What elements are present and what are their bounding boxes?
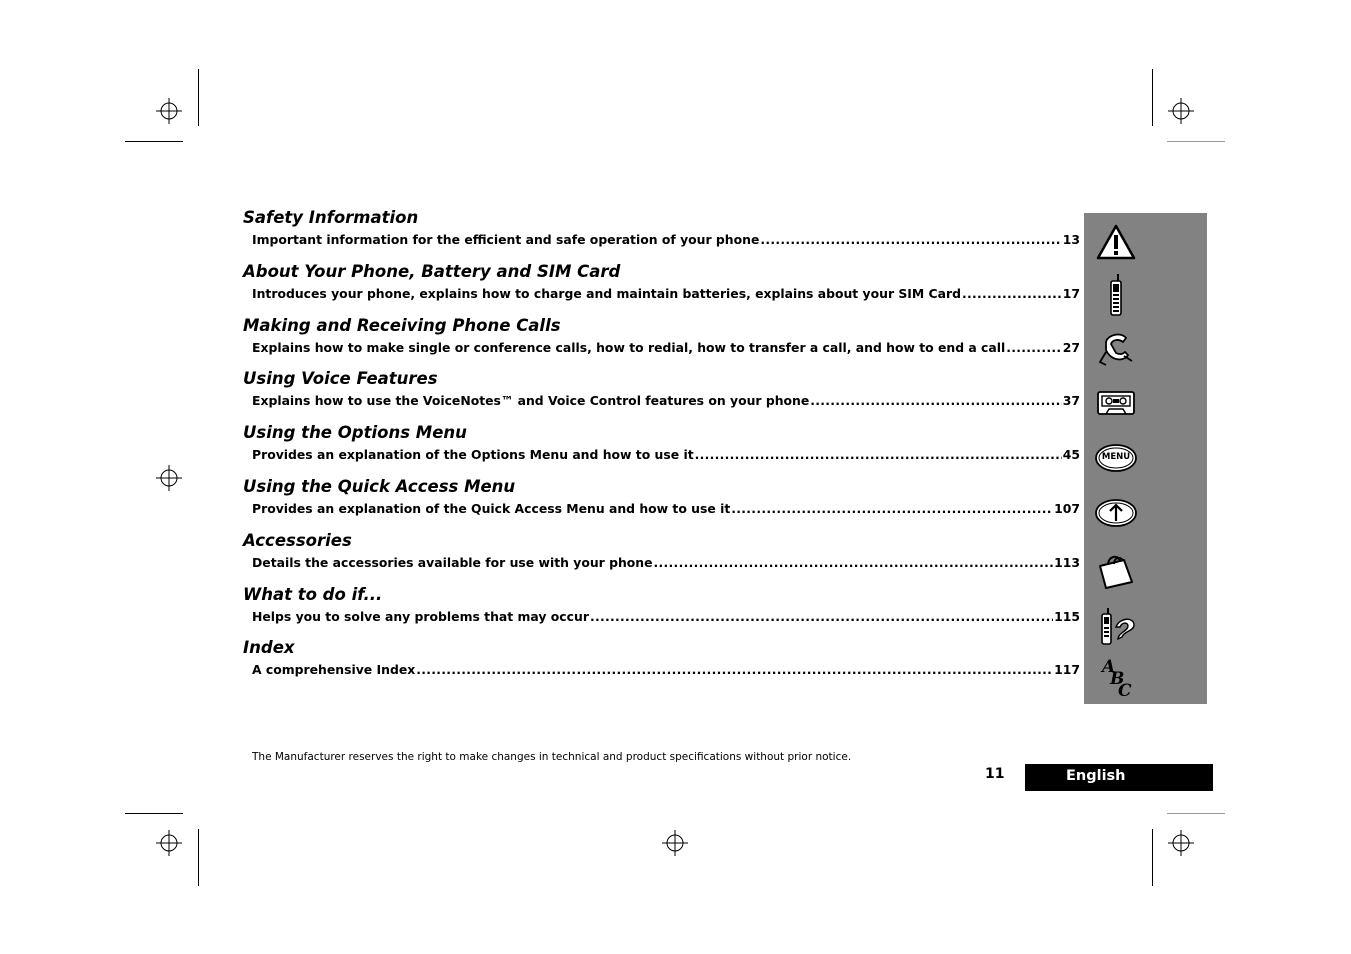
toc-entry-description: Details the accessories available for use with your phone (252, 554, 653, 570)
telephone-handset-icon (1094, 328, 1138, 372)
menu-button-icon (1094, 436, 1138, 480)
crop-mark-top-right-horizontal (1167, 141, 1225, 142)
toc-entry-line (252, 661, 1080, 678)
toc-entry-line (252, 446, 1080, 463)
toc-entry-title: Using Voice Features (243, 369, 438, 389)
toc-entry-about-your-phone[interactable] (243, 261, 1080, 315)
crop-mark-bottom-left-vertical (198, 829, 199, 886)
dot-leader (731, 500, 1053, 517)
toc-entry-description: Provides an explanation of the Quick Access Menu and how to use it (252, 500, 731, 516)
toc-entry-page: 13 (1062, 232, 1080, 247)
abc-letter-b: B (1110, 669, 1125, 689)
registration-mark-icon (156, 465, 182, 491)
toc-entry-accessories[interactable] (243, 530, 1080, 584)
dot-leader (760, 231, 1061, 248)
toc-entry-description: Explains how to make single or conference calls, how to redial, how to transfer a call, and how to end a call (252, 339, 1006, 355)
toc-entry-title: What to do if... (243, 584, 383, 604)
toc-entry-page: 27 (1062, 339, 1080, 355)
dot-leader (695, 446, 1062, 463)
dot-leader (810, 392, 1061, 409)
mobile-phone-icon (1094, 273, 1138, 317)
toc-entry-line (252, 554, 1080, 571)
registration-mark-icon (156, 830, 182, 856)
warning-triangle-icon (1094, 220, 1138, 264)
crop-mark-top-left-vertical (198, 69, 199, 126)
abc-letters-icon (1094, 657, 1138, 705)
abc-letter-c: C (1118, 681, 1132, 701)
page-number: 11 (985, 766, 1005, 782)
table-of-contents (243, 207, 1080, 691)
dot-leader (1006, 339, 1061, 356)
toc-entry-title: Index (243, 638, 295, 658)
toc-entry-page: 113 (1054, 554, 1080, 570)
toc-entry-page: 115 (1054, 608, 1080, 624)
crop-mark-bottom-left-horizontal (125, 813, 183, 814)
cassette-tape-icon (1094, 380, 1138, 424)
registration-mark-icon (156, 98, 182, 124)
toc-entry-line (252, 500, 1080, 517)
toc-entry-description: Explains how to use the VoiceNotes™ and Voice Control features on your phone (252, 393, 810, 409)
language-tab (1025, 764, 1213, 791)
crop-mark-bottom-right-vertical (1152, 829, 1153, 886)
abc-letter-a: A (1102, 657, 1116, 677)
toc-entry-title: Safety Information (243, 208, 419, 227)
dot-leader (962, 285, 1062, 302)
toc-entry-title: Using the Options Menu (243, 423, 467, 443)
toc-entry-title: Using the Quick Access Menu (243, 476, 516, 496)
registration-mark-icon (662, 830, 688, 856)
dot-leader (416, 661, 1053, 678)
shopping-bag-icon (1094, 548, 1138, 592)
toc-entry-description: A comprehensive Index (252, 662, 416, 678)
toc-entry-title: About Your Phone, Battery and SIM Card (243, 261, 621, 281)
toc-entry-description: Provides an explanation of the Options Menu and how to use it (252, 447, 694, 463)
disclaimer-note: The Manufacturer reserves the right to make changes in technical and product specifications without prior notice. (252, 751, 852, 763)
section-icon-sidebar (1084, 213, 1207, 704)
toc-entry-line (252, 608, 1080, 625)
registration-mark-icon (1168, 830, 1194, 856)
language-label: English (1066, 768, 1126, 784)
dot-leader (590, 608, 1053, 625)
toc-entry-what-to-do-if[interactable] (243, 584, 1080, 638)
toc-entry-page: 37 (1062, 393, 1080, 409)
up-arrow-button-icon (1094, 491, 1138, 535)
toc-entry-title: Making and Receiving Phone Calls (243, 315, 561, 335)
menu-button-label: MENU (1101, 452, 1131, 462)
toc-entry-description: Important information for the efficient and safe operation of your phone (252, 232, 760, 247)
toc-entry-voice-features[interactable] (243, 368, 1080, 422)
toc-entry-index[interactable] (243, 637, 1080, 691)
toc-entry-page: 45 (1062, 447, 1080, 463)
toc-entry-options-menu[interactable] (243, 422, 1080, 476)
toc-entry-page: 107 (1054, 500, 1080, 516)
toc-entry-page: 17 (1062, 285, 1080, 301)
dot-leader (654, 554, 1054, 571)
toc-entry-line (252, 285, 1080, 302)
toc-entry-making-receiving-calls[interactable] (243, 315, 1080, 369)
toc-entry-page: 117 (1054, 662, 1080, 678)
toc-entry-line (252, 339, 1080, 356)
phone-question-icon (1094, 605, 1138, 649)
crop-mark-bottom-right-horizontal (1167, 813, 1225, 814)
toc-entry-description: Helps you to solve any problems that may occur (252, 608, 589, 624)
toc-entry-description: Introduces your phone, explains how to charge and maintain batteries, explains about your SIM Card (252, 285, 961, 301)
toc-entry-safety-information[interactable] (243, 207, 1080, 261)
toc-entry-quick-access-menu[interactable] (243, 476, 1080, 530)
toc-entry-line (252, 231, 1080, 248)
toc-entry-title: Accessories (243, 530, 352, 550)
registration-mark-icon (1168, 98, 1194, 124)
crop-mark-top-right-vertical (1152, 69, 1153, 126)
toc-entry-line (252, 392, 1080, 409)
crop-mark-top-left-horizontal (125, 141, 183, 142)
